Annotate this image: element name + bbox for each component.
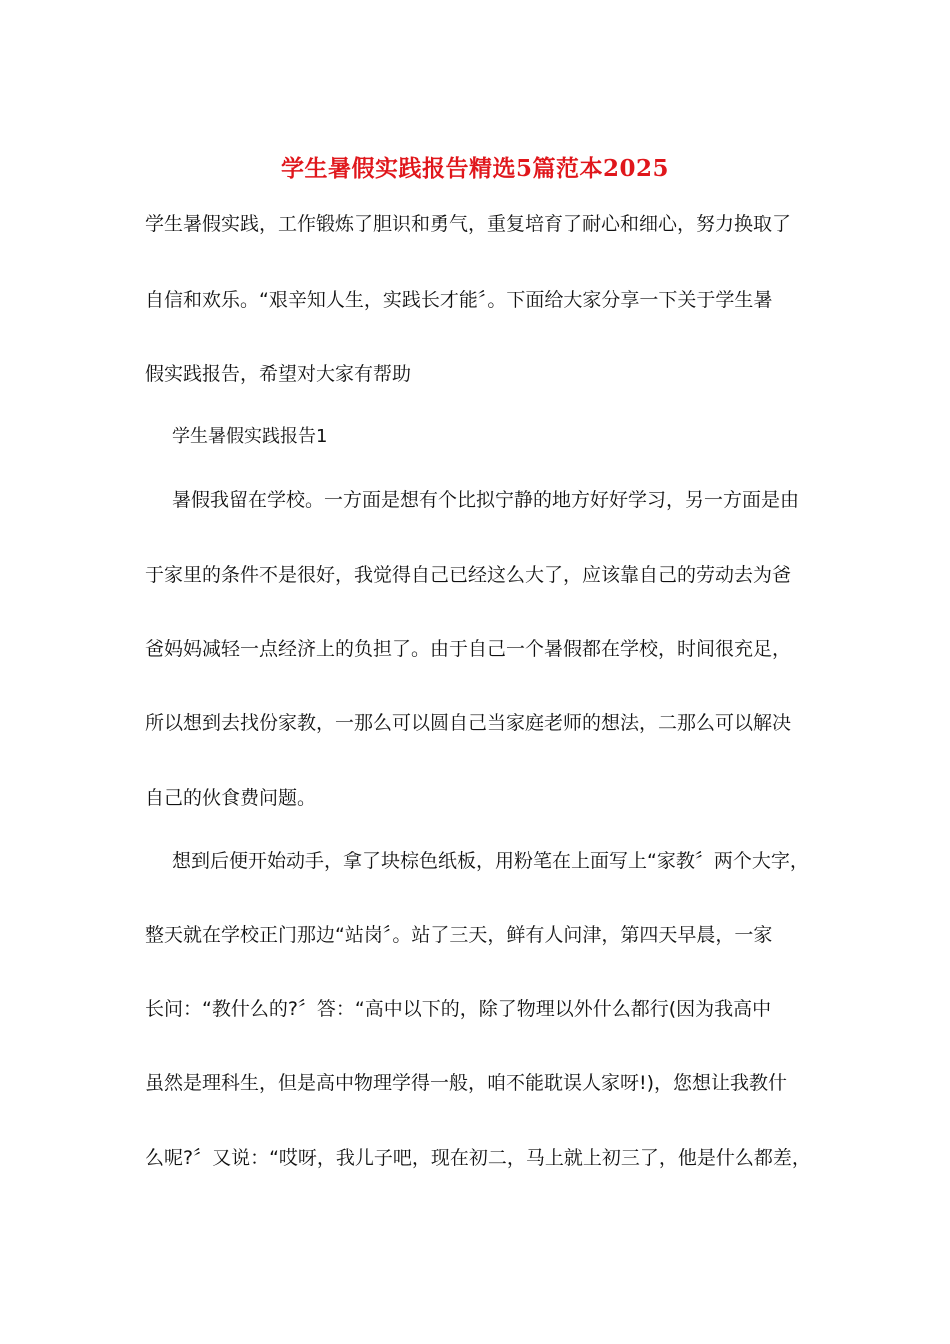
paragraph-line: 想到后便开始动手，拿了块棕色纸板，用粉笔在上面写上“家教〞两个大字， [172, 850, 809, 872]
paragraph-line: 暑假我留在学校。一方面是想有个比拟宁静的地方好好学习，另一方面是由 [172, 489, 800, 511]
paragraph-line: 么呢?〞又说：“哎呀，我儿子吧，现在初二，马上就上初三了，他是什么都差， [145, 1147, 811, 1169]
intro-line: 自信和欢乐。“艰辛知人生，实践长才能〞。下面给大家分享一下关于学生暑 [145, 289, 773, 311]
intro-line: 学生暑假实践，工作锻炼了胆识和勇气，重复培育了耐心和细心，努力换取了 [145, 213, 792, 235]
section-heading: 学生暑假实践报告1 [172, 426, 328, 447]
intro-line: 假实践报告，希望对大家有帮助 [145, 363, 412, 385]
paragraph-line: 爸妈妈减轻一点经济上的负担了。由于自己一个暑假都在学校，时间很充足， [145, 638, 792, 660]
paragraph-line: 于家里的条件不是很好，我觉得自己已经这么大了，应该靠自己的劳动去为爸 [145, 564, 792, 586]
document-title: 学生暑假实践报告精选5篇范本2025 [280, 155, 670, 182]
paragraph-line: 长问：“教什么的?〞答：“高中以下的，除了物理以外什么都行(因为我高中 [145, 998, 772, 1020]
paragraph-line: 自己的伙食费问题。 [145, 787, 317, 809]
paragraph-line: 虽然是理科生，但是高中物理学得一般，咱不能耽误人家呀!)，您想让我教什 [145, 1072, 788, 1094]
paragraph-line: 所以想到去找份家教，一那么可以圆自己当家庭老师的想法，二那么可以解决 [145, 712, 792, 734]
paragraph-line: 整天就在学校正门那边“站岗〞。站了三天，鲜有人问津，第四天早晨，一家 [145, 924, 773, 946]
